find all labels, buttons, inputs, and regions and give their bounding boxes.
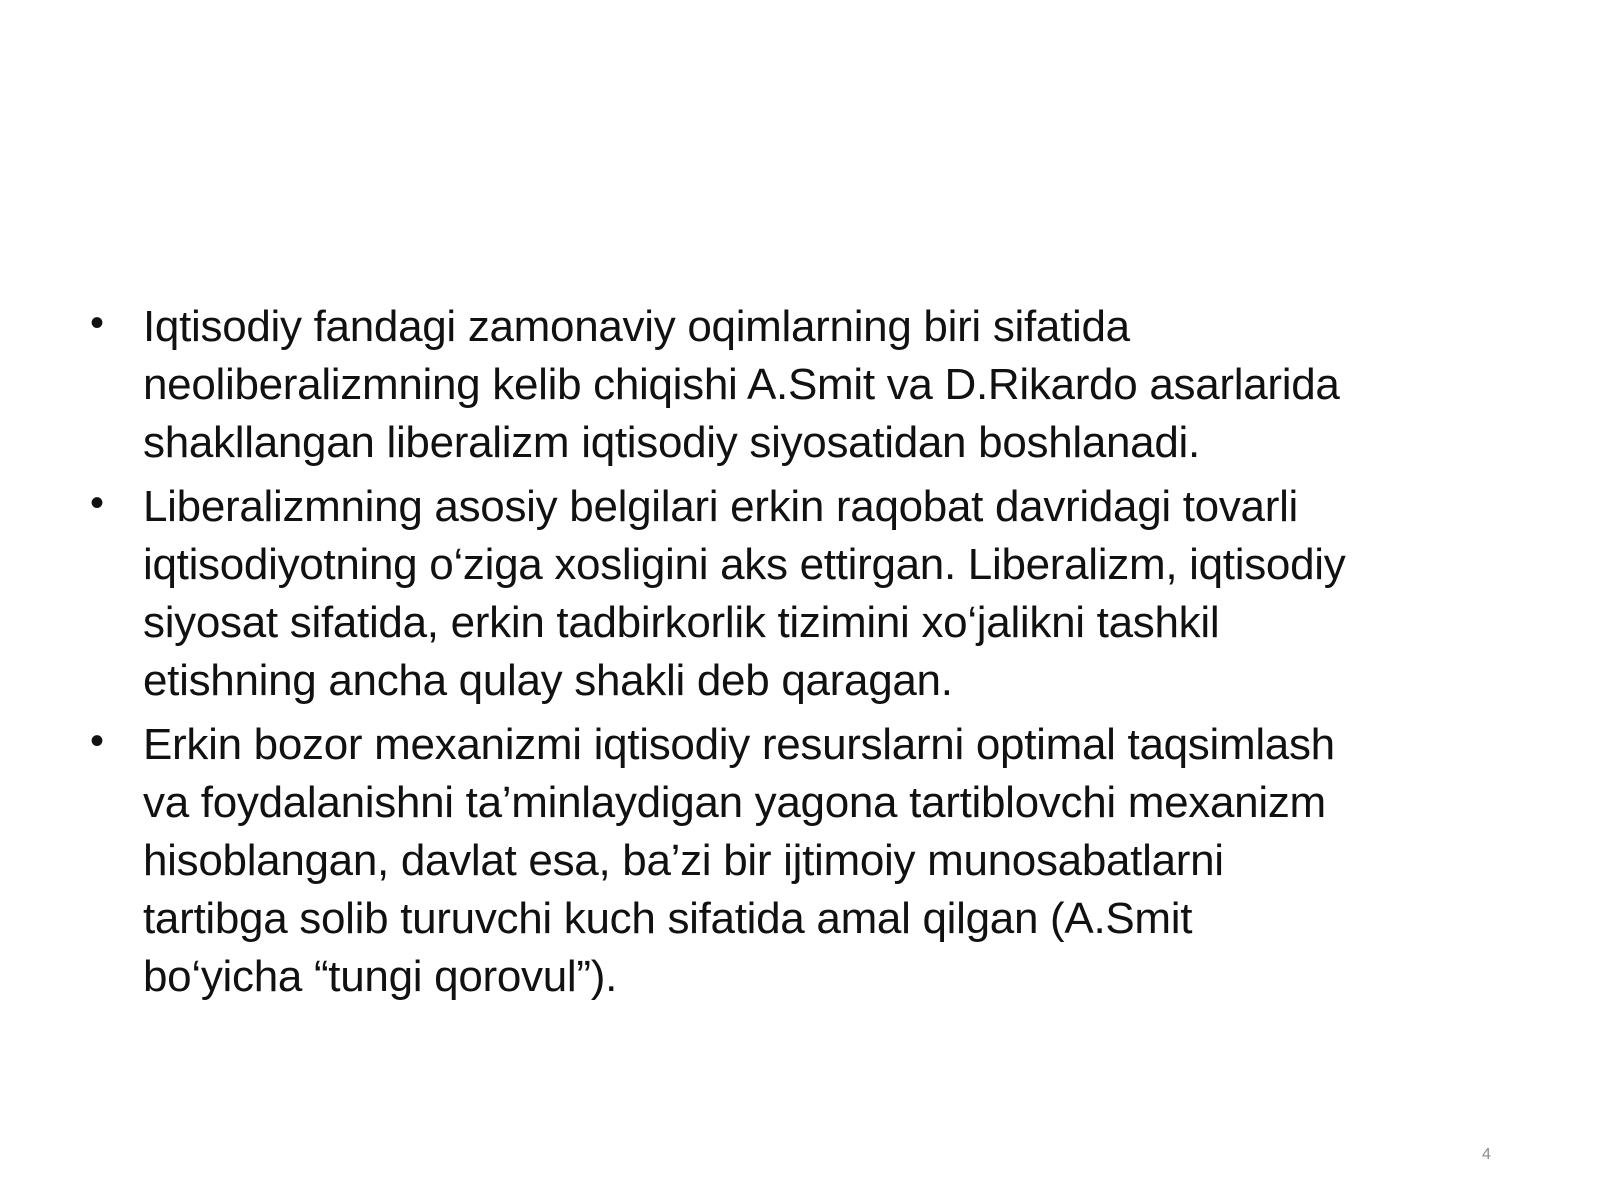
bullet-item bbox=[90, 716, 1530, 1006]
bullet-item bbox=[90, 478, 1530, 710]
bullet-text-line: bo‘yicha “tungi qorovul”). bbox=[143, 952, 617, 1001]
page-number: 4 bbox=[1482, 1146, 1491, 1163]
bullet-text-line: iqtisodiyotning o‘ziga xosligini aks ettirgan. Liberalizm, iqtisodiy bbox=[143, 540, 1346, 589]
bullet-item bbox=[90, 298, 1530, 472]
bullet-text-line: va foydalanishni ta’minlaydigan yagona tartiblovchi mexanizm bbox=[143, 778, 1326, 827]
bullet-text-line: hisoblangan, davlat esa, ba’zi bir ijtimoiy munosabatlarni bbox=[143, 836, 1224, 885]
bullet-dot-icon: • bbox=[90, 301, 104, 345]
bullet-dot-icon: • bbox=[90, 481, 104, 525]
bullet-text-line: Erkin bozor mexanizmi iqtisodiy resurslarni optimal taqsimlash bbox=[143, 720, 1335, 769]
bullet-dot-icon: • bbox=[90, 719, 104, 763]
bullet-text-line: neoliberalizmning kelib chiqishi A.Smit va D.Rikardo asarlarida bbox=[143, 360, 1340, 409]
bullet-text-line: tartibga solib turuvchi kuch sifatida amal qilgan (A.Smit bbox=[143, 894, 1193, 943]
bullet-text-line: Iqtisodiy fandagi zamonaviy oqimlarning biri sifatida bbox=[143, 302, 1130, 351]
bullet-text-line: siyosat sifatida, erkin tadbirkorlik tizimini xo‘jalikni tashkil bbox=[143, 598, 1220, 647]
bullet-text-line: shakllangan liberalizm iqtisodiy siyosatidan boshlanadi. bbox=[143, 418, 1200, 467]
bullet-text-line: Liberalizmning asosiy belgilari erkin raqobat davridagi tovarli bbox=[143, 482, 1299, 531]
bullet-text-line: etishning ancha qulay shakli deb qaragan. bbox=[143, 656, 953, 705]
bullet-list bbox=[90, 298, 1530, 1012]
